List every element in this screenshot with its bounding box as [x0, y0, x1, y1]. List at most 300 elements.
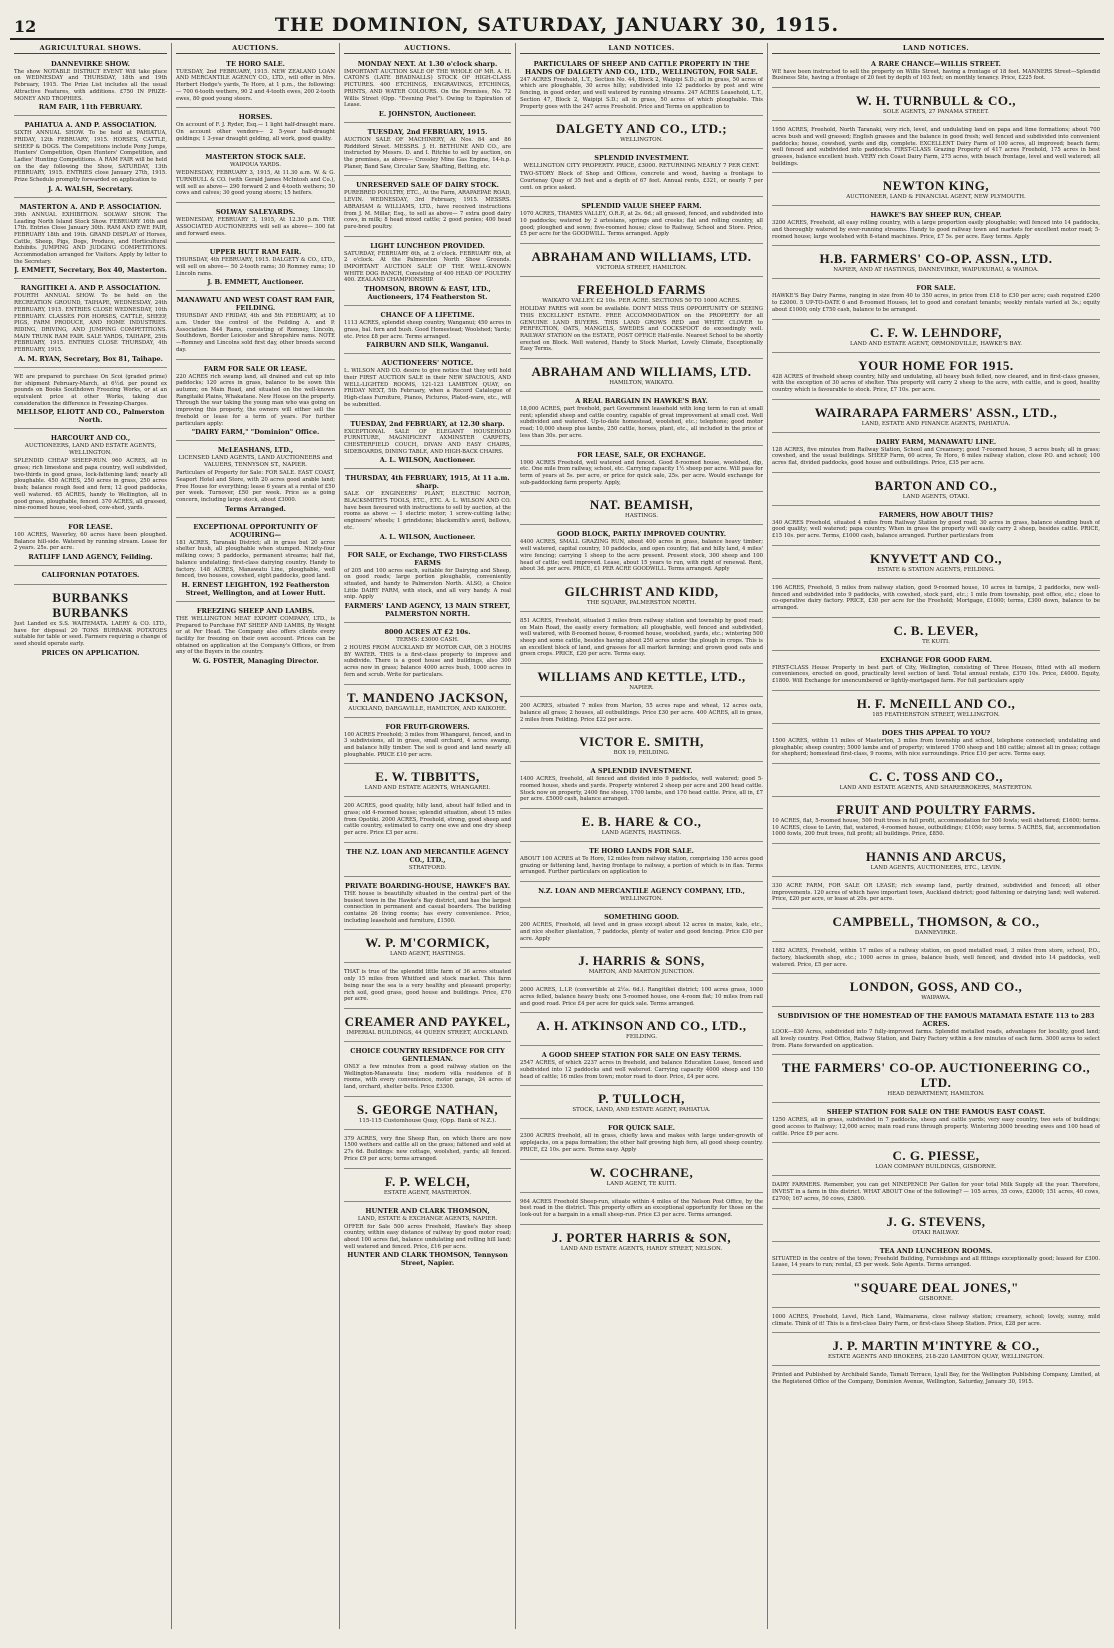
advertisement	[520, 910, 763, 948]
ad-heading: SOLWAY SALEYARDS.	[215, 208, 296, 217]
ad-body: 2000 ACRES, L.I.P. (convertible at 2½s. 6d.). Rangitikei district; 100 acres grass, 1000 acres felled, balance heavy bush; one 5-roomed house, one 4-room flat; 10 miles from rail and good road. Price £4 per acre for quick sale. Terms arranged.	[520, 987, 763, 1007]
advertisement	[520, 614, 763, 664]
ad-signature: HUNTER AND CLARK THOMSON, Tennyson Street, Napier.	[347, 1251, 508, 1268]
ad-heading: HUNTER AND CLARK THOMSON,	[365, 1206, 490, 1215]
ad-heading: AUCTIONEERS' NOTICE.	[381, 359, 474, 368]
ad-heading: THE N.Z. LOAN AND MERCANTILE AGENCY CO., LTD.,	[346, 847, 509, 864]
ad-subheading: LICENSED LAND AGENTS, LAND AUCTIONEERS and VALUERS, TENNYSON ST., NAPIER.	[178, 455, 333, 469]
ad-heading: THURSDAY, 4th FEBRUARY, 1915, At 11 a.m. sharp.	[345, 474, 510, 491]
ad-heading: PAHIATUA A. AND P. ASSOCIATION.	[24, 121, 157, 130]
advertisement	[344, 845, 511, 877]
ad-heading: NEWTON KING,	[882, 178, 990, 194]
column-header: AUCTIONS.	[344, 45, 511, 54]
advertisement	[14, 568, 167, 585]
ad-signature: FAIRBURN AND SILK, Wanganui.	[366, 341, 489, 350]
advertisement	[344, 687, 511, 718]
advertisement	[772, 976, 1100, 1007]
advertisement	[520, 811, 763, 842]
ad-subheading: TERMS: £3000 CASH.	[396, 637, 459, 644]
advertisement	[14, 118, 167, 198]
ad-heading: TE HORO SALE.	[226, 59, 285, 68]
ad-heading: FARM FOR SALE OR LEASE.	[203, 364, 308, 373]
advertisement	[772, 355, 1100, 400]
advertisement	[176, 150, 335, 203]
ad-heading: GILCHRIST AND KIDD,	[564, 583, 719, 599]
advertisement	[520, 199, 763, 244]
advertisement	[772, 1310, 1100, 1333]
advertisement	[520, 1088, 763, 1119]
ad-body: 1900 ACRES Freehold, well watered and fenced. Good 8-roomed house, woolshed, dip, etc. One mile from railway, school, etc. Carrying capacity 1½ sheep per acre. Will pass for term of years at 5s. per acre, or price for quick sale, 25s. per acre. Would exchange for sub-paddocking farm property. Apply,	[520, 459, 763, 486]
ad-body: THURSDAY AND FRIDAY, 4th and 5th FEBRUARY, at 10 a.m. Under the control of the Feilding A. and P. Association. 844 Rams, consisting of Romney, Lincoln, Southdown, Border Leicester and Shropshire rams. NOTE—Romney and Lincolns sold first day, other breeds second day.	[176, 313, 335, 353]
page-column-5	[768, 43, 1104, 1629]
ad-heading: FREEZING SHEEP AND LAMBS.	[196, 606, 315, 615]
advertisement	[344, 471, 511, 545]
advertisement	[772, 911, 1100, 942]
advertisement	[344, 799, 511, 843]
advertisement	[520, 151, 763, 197]
ad-body: DAIRY FARMERS. Remember, you can get NINEPENCE Per Gallon for your total Milk Supply all the year. Therefore, INVEST in a farm in this district. WHAT ABOUT One of the following? — 105 acres, 35 cows, £2000; 151 acres, 40 cows, £2700; 167 acres, 50 cows, £3800.	[772, 1182, 1100, 1202]
advertisement	[772, 208, 1100, 246]
ad-body: On account of F. J. Ryder, Esq.— 1 light half-draught mare. On account other vendors— 2 5-year half-draught geldings; 1 3-year draught gelding, all work, good quality.	[176, 122, 335, 142]
advertisement	[344, 356, 511, 414]
ad-signature: Terms Arranged.	[225, 504, 286, 513]
ad-body: 200 ACRES, situated 7 miles from Marton, 55 acres rape and wheat, 12 acres oats, balance all grass; 2 houses, all outbuildings. Price £30 per acre. 400 ACRES, all in grass, 2 miles from Feilding. Price £22 per acre.	[520, 703, 763, 723]
advertisement	[772, 508, 1100, 546]
ad-body: 200 ACRES, good quality, hilly land, about half felled and in grass; old 4-roomed house; splendid situation, about 15 miles from Opotiki. 2000 ACRES, Freehold, strong, good sheep and cattle country, estimated to carry one ewe and one dry sheep per acre. Price £3 per acre.	[344, 803, 511, 837]
ad-heading: TEA AND LUNCHEON ROOMS.	[879, 1246, 993, 1255]
ad-body: WE have been instructed to sell the property on Willis Street, having a frontage of 18 feet. MANNERS Street—Splendid Business Site, having a frontage of 20 feet by depth of 103 feet; on monthly tenancy. Price, £225 foot.	[772, 68, 1100, 82]
ad-heading: TE HORO LANDS FOR SALE.	[589, 847, 694, 856]
advertisement	[772, 248, 1100, 279]
advertisement	[772, 1057, 1100, 1103]
ad-heading: MASTERTON STOCK SALE.	[205, 153, 306, 162]
ad-signature: RATLIFF LAND AGENCY, Feilding.	[28, 553, 153, 562]
advertisement	[344, 1204, 511, 1272]
advertisement	[14, 281, 167, 367]
ad-heading: RANGITIKEI A. AND P. ASSOCIATION.	[20, 284, 161, 293]
advertisement	[772, 435, 1100, 473]
ad-heading: PARTICULARS OF SHEEP AND CATTLE PROPERTY IN THE HANDS OF DALGETY AND CO., LTD., WELLINGTON, FOR SALE.	[525, 59, 758, 76]
ad-body: 18,000 ACRES, part freehold, part Government leasehold with long term to run at small rent; splendid sheep and cattle country, capable of great improvement at small cost. Well subdivided and watered. Up-to-date homestead, woolshed, etc.; telephone; good motor road; 10,000 sheep plus lambs, 250 cattle, horses, plant, etc., all included in the price of less than 30s. per acre.	[520, 406, 763, 439]
ad-body: THE WELLINGTON MEAT EXPORT COMPANY, LTD., is Prepared to Purchase FAT SHEEP AND LAMBS, By Weight or at Per Head. The Company also offers clients every facility for freezing on their own account. Prices can be obtained on application at the Company's Offices, or from any of the Buyers in the country.	[176, 615, 335, 656]
newspaper-page	[10, 8, 1104, 1630]
ad-subheading: LAND AGENTS, AUCTIONEERS, ETC., LEVIN.	[870, 865, 1002, 872]
advertisement	[344, 57, 511, 123]
ad-subheading: SOLE AGENTS, 27 PANAMA STREET.	[883, 109, 989, 116]
ad-signature: J. A. WALSH, Secretary.	[48, 184, 133, 193]
ad-signature: W. G. FOSTER, Managing Director.	[192, 657, 319, 666]
ad-heading: E. W. TIBBITTS,	[375, 769, 480, 785]
ad-body: of 205 and 100 acres each, suitable for Dairying and Sheep, on good roads; large portion ploughable, conveniently situated, and handy to Palmerston North. ALSO, a Choice Little DAIRY FARM, with stock, and all very handy. A real snip. Apply	[344, 567, 511, 601]
advertisement	[520, 394, 763, 446]
ad-signature: MELLSOP, ELIOTT AND CO., Palmerston North.	[16, 408, 165, 425]
advertisement	[772, 548, 1100, 579]
advertisement	[772, 1277, 1100, 1308]
ad-subheading: BOX 19, FEILDING.	[613, 750, 670, 757]
ad-heading: TUESDAY, 2nd FEBRUARY, 1915.	[367, 127, 488, 136]
ad-heading: DOES THIS APPEAL TO YOU?	[881, 728, 991, 737]
ad-heading: BURBANKS BURBANKS	[52, 590, 129, 621]
advertisement	[176, 293, 335, 359]
ad-signature: "DAIRY FARM," "Dominion" Office.	[191, 428, 320, 437]
advertisement	[772, 123, 1100, 173]
ad-signature: RAM FAIR, 11th FEBRUARY.	[38, 103, 143, 112]
advertisement	[344, 625, 511, 685]
advertisement	[344, 1044, 511, 1097]
ad-body: OFFER for Sale 500 acres Freehold, Hawke's Bay sheep country, within easy distance of railway by good motor road; about 100 acres flat, balance undulating and rolling hill land; well watered and fenced. Price, £16 per acre.	[344, 1223, 511, 1250]
advertisement	[520, 1015, 763, 1046]
advertisement	[520, 246, 763, 277]
ad-heading: FREEHOLD FARMS	[577, 282, 706, 298]
ad-subheading: HEAD DEPARTMENT, HAMILTON.	[887, 1091, 985, 1098]
ad-body: EXCEPTIONAL SALE OF ELEGANT HOUSEHOLD FURNITURE, MAGNIFICENT AXMINSTER CARPETS, CHESTERFIELD COUCH, DIVAN AND EASY CHAIRS, SIDEBOARDS, DINING TABLE, AND HIGH-BACK CHAIRS.	[344, 428, 511, 455]
advertisement	[344, 239, 511, 307]
advertisement	[176, 57, 335, 109]
ad-subheading: MARTON, AND MARTON JUNCTION.	[588, 969, 695, 976]
ad-body: LOOK—830 Acres, subdivided into 7 fully-improved farms. Splendid metalled roads, advantages for locality, good land; all lovely country. Post Office, Railway Station, and Dairy Factory within a few minutes of each farm. 3000 acres to select from. Plans forwarded on application.	[772, 1029, 1100, 1049]
ad-body: 851 ACRES, Freehold, situated 3 miles from railway station and township by good road; on Main Road, the easily every formation; all ploughable, well fenced and subdivided, well watered, with 8-roomed house, 6-roomed house, woolshed, yards, etc.; wintering 500 sheep and some cattle, besides having about 250 acres under the plough in crops. This is an excellent block of land, and grasses for all market farming; and grown good oats and green crops. PRICE, £20 per acre. Terms easy.	[520, 617, 763, 658]
ad-heading: SPLENDID INVESTMENT.	[594, 154, 689, 163]
advertisement	[772, 1178, 1100, 1208]
ad-body: 39th ANNUAL EXHIBITION. SOLWAY SHOW. The Leading North Island Stock Show. FEBRUARY 16th and 17th. Entries Close January 30th. RAM AND EWE FAIR, FEBRUARY 18th and 19th. GRAND DISPLAY of Horses, Cattle, Sheep, Pigs, Dogs, Produce, and Horticultural Exhibits. JUMPING AND JUDGING COMPETITIONS. Accommodation arranged for Visitors. Apply by letter to the Secretary.	[14, 211, 167, 265]
ad-signature: FARMERS' LAND AGENCY, 13 MAIN STREET, PALMERSTON NORTH.	[344, 602, 511, 619]
ad-signature: PRICES ON APPLICATION.	[41, 648, 140, 657]
ad-subheading: LAND AGENTS, OTAKI.	[902, 493, 970, 500]
ad-body: SATURDAY, FEBRUARY 6th, at 2 o'clock. FEBRUARY 6th, at 2 o'clock. At the Palmerston North Show Grounds. IMPORTANT AUCTION SALE OF THE WELL-KNOWN WHITE DOG RANCH, Consisting of 400 HEAD OF POULTRY 400. ZEALAND CHAMPIONSHIP.	[344, 250, 511, 284]
ad-heading: HANNIS AND ARCUS,	[865, 849, 1007, 865]
ad-heading: LONDON, GOSS, AND CO.,	[849, 979, 1023, 995]
ad-heading: CREAMER AND PAYKEL,	[344, 1013, 511, 1029]
ad-heading: THE FARMERS' CO-OP. AUCTIONEERING CO., LTD.	[781, 1060, 1091, 1091]
advertisement	[520, 118, 763, 149]
advertisement	[772, 1211, 1100, 1242]
ad-subheading: AUCTIONEERS, LAND AND ESTATE AGENTS, WELLINGTON.	[24, 443, 157, 457]
ad-heading: "SQUARE DEAL JONES,"	[853, 1279, 1019, 1295]
ad-subheading: LAND AGENT, HASTINGS.	[389, 951, 466, 958]
ad-subheading: FEILDING.	[626, 1034, 657, 1041]
ad-signature: J. B. EMMETT, Auctioneer.	[207, 278, 304, 287]
ad-subheading: 185 FEATHERSTON STREET, WELLINGTON.	[872, 711, 1000, 718]
advertisement	[176, 110, 335, 148]
page-column-1	[10, 43, 172, 1629]
advertisement	[772, 1244, 1100, 1275]
ad-signature: J. EMMETT, Secretary, Box 40, Masterton.	[14, 266, 167, 275]
ad-heading: HARCOURT AND CO.,	[50, 434, 131, 443]
ad-heading: PRIVATE BOARDING-HOUSE, HAWKE'S BAY.	[345, 881, 510, 890]
advertisement	[344, 1011, 511, 1042]
ad-body: L. WILSON AND CO. desire to give notice that they will hold their FIRST AUCTION SALE in their NEW SPACIOUS, AND WELL-LIGHTED ROOMS, 121-123 LAMBTON QUAY, on FRIDAY NEXT, 5th February, when a Record Catalogue of High-class Furniture, Pianos, Pictures, Plated-ware, etc., will be submitted.	[344, 368, 511, 408]
ad-heading: FRUIT AND POULTRY FARMS.	[836, 801, 1036, 817]
ad-heading: ABRAHAM AND WILLIAMS, LTD.	[531, 249, 752, 265]
ad-heading: YOUR HOME FOR 1915.	[858, 357, 1014, 373]
page-column-2	[172, 43, 340, 1629]
advertisement	[520, 844, 763, 882]
ad-heading: NAT. BEAMISH,	[589, 497, 694, 513]
ad-heading: A GOOD SHEEP STATION FOR SALE ON EASY TERMS.	[541, 1051, 742, 1060]
ad-subheading: LAND AGENTS, HASTINGS.	[601, 830, 682, 837]
advertisement	[520, 983, 763, 1013]
ad-signature: A. L. WILSON, Auctioneer.	[379, 532, 476, 541]
ad-body: 196 ACRES, Freehold, 5 miles from railway station, good 9-roomed house, 10 acres in turnips, 2 paddocks, new well-fenced and subdivided into 9 paddocks, with cowshed, stock yard, etc.; 1 mile from township, post office, etc.; close to co-operative dairy factory. PRICE, £30 per acre for the Freehold; Mortgage, £1000; terms, £300 down, balance to be arranged.	[772, 584, 1100, 611]
ad-heading: KNYVETT AND CO.,	[869, 550, 1002, 566]
ad-signature: A. L. WILSON, Auctioneer.	[379, 456, 476, 465]
ad-body: 340 ACRES Freehold, situated 4 miles from Railway Station by good road; 30 acres in grass, balance standing bush of good quality; well watered; papa country. When in grass the property will easily carry 2 sheep, besides cattle. PRICE, £15 10s. per acre. Terms, £1000 cash, balance arranged. Further particulars from	[772, 519, 1100, 540]
advertisement	[772, 726, 1100, 764]
ad-body: THURSDAY, 4th FEBRUARY, 1915. DALGETY & CO., LTD., will sell on above— 50 2-tooth rams; 30 Romney rams; 10 Lincoln rams.	[176, 257, 335, 277]
advertisement	[772, 1145, 1100, 1176]
ad-subheading: STRATFORD.	[408, 864, 447, 871]
ad-body: SIXTH ANNUAL SHOW. To be held at PAHIATUA, FRIDAY, 12th FEBRUARY, 1915. HORSES, CATTLE, SHEEP & DOGS. The Competitions include Pony Jumps, Hunters' Competition, Open Hunters' Competition, and Ladies' Hunting Competitions. A RAM FAIR will be held on the day following the Show, SATURDAY, 13th FEBRUARY, 1915. ENTRIES close January 27th, 1915. Prize Schedule promptly forwarded on application to	[14, 130, 167, 184]
column-header: AGRICULTURAL SHOWS.	[14, 45, 167, 54]
ad-subheading: LAND AND ESTATE AGENTS, HARDY STREET, NELSON.	[560, 1245, 723, 1252]
ad-heading: DAIRY FARM, MANAWATU LINE.	[875, 437, 997, 446]
ad-body: THE house is beautifully situated in the central part of the busiest town in the Hawke's Bay district, and has the largest connection in permanent and casual boarders. The building contains 26 living rooms; has every convenience. Price, including leasehold and furniture, £1500.	[344, 890, 511, 924]
ad-subheading: TE KUITI.	[922, 638, 950, 645]
advertisement	[520, 527, 763, 579]
advertisement	[14, 431, 167, 518]
advertisement	[344, 720, 511, 765]
ad-heading: VICTOR E. SMITH,	[579, 734, 704, 750]
page-number: 12	[14, 17, 37, 36]
ad-body: 4400 ACRES, SMALL GRAZING RUN, about 400 acres in grass, balance heavy timber; well watered, capital country, 10 paddocks, and open country, flat and hilly land, 4 miles' wire fencing; carrying 1 sheep to the acre present. Present stock, 300 sheep and 100 head of cattle; well improved. Lease, about 15 years to run, with right of renewal. Rent, about 3d. per acre. PRICE, £1 PER ACRE GOODWILL. Terms arranged. Apply	[520, 539, 763, 573]
ad-subheading: WELLINGTON.	[620, 896, 663, 903]
ad-body: 379 ACRES, very fine Sheep Run, on which there are now 1500 wethers and cattle all on the grass; fattened and sold at 27s 6d. Buildings: new cottage, woolshed, yards; all fenced. Price £9 per acre; terms arranged.	[344, 1135, 511, 1162]
ad-subheading: WAIPOUA YARDS.	[230, 162, 281, 169]
ad-heading: TUESDAY, 2nd FEBRUARY, at 12.30 sharp.	[350, 419, 505, 428]
ad-body: 181 ACRES, Taranaki District; all in grass but 20 acres shelter bush, all ploughable when stumped. Ninety-four milking cows; 5 paddocks, permanent streams; half flat, balance undulating; first-class dairying country. Handy to factory. 148 ACRES, Manawatu Line, ploughable, well fenced, two houses, cowshed, eight paddocks, good land.	[176, 539, 335, 580]
advertisement	[14, 200, 167, 280]
ad-subheading: ESTATE AGENTS AND BROKERS, 218-220 LAMBTON QUAY, WELLINGTON.	[827, 1354, 1045, 1361]
advertisement	[520, 361, 763, 392]
ad-body: 964 ACRES Freehold Sheep-run, situate within 4 miles of the Nelson Post Office, by the best road in the district. This property offers an exceptional opportunity for those on the look-out for a bargain in a small sheep-run. Price £3 per acre. Terms arranged.	[520, 1198, 763, 1218]
advertisement	[772, 766, 1100, 797]
page-column-3	[340, 43, 516, 1629]
ad-body: 3200 ACRES, Freehold, all easy rolling country, with a large proportion easily ploughable; well fenced into 14 paddocks, and thoroughly watered by ever-running streams. Handy to good railway town and markets for excellent motor road; 5-roomed house; large woolshed with 8-stand machines. Price, £7 5s. per acre. Easy terms. Apply	[772, 220, 1100, 240]
ad-heading: CALIFORNIAN POTATOES.	[41, 571, 140, 580]
advertisement	[14, 520, 167, 566]
advertisement	[344, 1132, 511, 1169]
ad-body: WEDNESDAY, FEBRUARY 3, 1915, At 12.30 p.m. THE ASSOCIATED AUCTIONEERS will sell as above— 300 fat and forward ewes.	[176, 217, 335, 237]
advertisement	[772, 693, 1100, 724]
ad-heading: J. PORTER HARRIS & SON,	[551, 1229, 732, 1245]
advertisement	[772, 1009, 1100, 1055]
ad-body: 247 ACRES Freehold, L.T., Section No. 44, Block 2, Waipipi S.D.; all in grass, 50 acres of which are ploughable, 30 acres hilly; subdivided into 12 paddocks by post and wire fencing, in good order, and well watered by running streams. 247 ACRES Leasehold, L.T., Section 47, Block 2, Waipipi S.D.; all in grass, 50 acres of which ploughable. This Property goes with the 247 acres Freehold. Price and Terms on application to	[520, 76, 763, 110]
ad-signature: E. JOHNSTON, Auctioneer.	[378, 109, 477, 118]
ad-body: 2547 ACRES, of which 2237 acres in freehold, and balance Education Lease, fenced and subdivided into 12 paddocks and well watered. Carrying capacity 4000 sheep and 150 head of cattle; 16 miles from town; motor road to door. Price, £4 per acre.	[520, 1060, 763, 1080]
ad-body: 1250 ACRES, all in grass, subdivided in 7 paddocks, sheep and cattle yards; very easy country, two sets of buildings; good access to Railway; 12,000 acres; main road runs through property. Wintering 3000 breeding ewes and 100 head of cattle. Price £9 per acre.	[772, 1117, 1100, 1137]
ad-heading: A. H. ATKINSON AND CO., LTD.,	[536, 1018, 747, 1034]
ad-heading: UNRESERVED SALE OF DAIRY STOCK.	[356, 181, 499, 190]
column-header: LAND NOTICES.	[772, 45, 1100, 54]
advertisement	[520, 884, 763, 908]
ad-subheading: THE SQUARE, PALMERSTON NORTH.	[586, 599, 697, 606]
advertisement	[520, 1121, 763, 1159]
advertisement	[520, 448, 763, 493]
ad-heading: T. MANDENO JACKSON,	[347, 689, 508, 705]
ad-body: FOURTH ANNUAL SHOW. To be held on the RECREATION GROUND, TAIHAPE, WEDNESDAY, 24th FEBRUARY, 1915. ENTRIES CLOSE WEDNESDAY, 10th FEBRUARY. CLASSES FOR HORSES, CATTLE, SHEEP, PIGS, FARM PRODUCE, AND HOME INDUSTRIES. RIDING, DRIVING, AND JUMPING COMPETITIONS. MAIN TRUNK RAM FAIR. SALE YARDS, TAIHAPE, 25th FEBRUARY, 1915. ENTRIES CLOSE THURSDAY, 4th FEBRUARY, 1915.	[14, 293, 167, 354]
advertisement	[772, 879, 1100, 909]
advertisement	[344, 178, 511, 236]
ad-body: 1000 ACRES, Freehold, Level, Rich Land, Waimarama, close railway station; creamery, school; lovely, sunny, mild climate. Think of it! This is a first-class Dairy Farm, or first-class Sheep Station. Price, £28 per acre.	[772, 1313, 1100, 1327]
ad-heading: BARTON AND CO.,	[874, 477, 998, 493]
ad-heading: HAWKE'S BAY SHEEP RUN, CHEAP.	[870, 211, 1002, 220]
ad-body: Printed and Published by Archibald Sando, Tamati Terrace, Lyall Bay, for the Wellington Publishing Company, Limited, at the Registered Office of the Company, Dominion Avenue, Wellington, Saturday, January 30, 1915.	[772, 1372, 1100, 1386]
ad-heading: FOR SALE.	[916, 284, 956, 293]
ad-body: 100 ACRES, Waverley, 60 acres have been ploughed. Balance hill-side. Watered by running stream. Lease for 2 years. 25s. per acre.	[14, 531, 167, 552]
advertisement	[14, 587, 167, 661]
advertisement	[772, 57, 1100, 88]
ad-body: SITUATED in the centre of the town; Freehold Building, Furnishings and all fittings exceptionally good; leased for £300. Lease, 14 years to run; rental, £5 per week. Sole Agents. Terms arranged.	[772, 1255, 1100, 1269]
newspaper-title: THE DOMINION, SATURDAY, JANUARY 30, 1915.	[274, 14, 840, 36]
advertisement	[344, 1171, 511, 1202]
ad-body: 330 ACRE FARM, FOR SALE OR LEASE; rich swamp land, partly drained, subdivided and fenced; all other improvements. 120 acres of which have important town, Auckland district; good fattening or dairying land; well watered. Price, £20 per acre, or lease at 20s. per acre.	[772, 883, 1100, 903]
ad-body: 10 ACRES, flat, 5-roomed house, 500 fruit trees in full profit, accommodation for 500 fowls; well sheltered; £1600; terms. 10 ACRES, close to Levin, flat, watered, 4-roomed house, outbuildings; £1050; easy terms. 5 ACRES, flat, accommodation 1000 fowls, 200 fruit trees, full profit; all buildings. Price, £850.	[772, 817, 1100, 838]
advertisement	[344, 932, 511, 963]
ad-heading: SUBDIVISION OF THE HOMESTEAD OF THE FAMOUS MATAMATA ESTATE 113 to 283 ACRES.	[777, 1012, 1095, 1029]
advertisement	[344, 417, 511, 470]
ad-heading: C. G. PIESSE,	[892, 1148, 980, 1164]
ad-signature: A. M. RYAN, Secretary, Box 81, Taihape.	[18, 354, 163, 363]
advertisement	[772, 653, 1100, 691]
advertisement	[772, 175, 1100, 206]
ad-heading: FOR QUICK SALE.	[608, 1124, 675, 1133]
advertisement	[772, 281, 1100, 319]
advertisement	[520, 1195, 763, 1225]
ad-subheading: IMPERIAL BUILDINGS, 44 QUEEN STREET, AUCKLAND.	[346, 1029, 509, 1036]
ad-heading: HORSES.	[238, 113, 273, 122]
ad-heading: GOOD BLOCK, PARTLY IMPROVED COUNTRY.	[556, 530, 726, 539]
ad-heading: P. TULLOCH,	[598, 1091, 685, 1107]
ad-body: TUESDAY, 2nd FEBRUARY, 1915. NEW ZEALAND LOAN AND MERCANTILE AGENCY CO., LTD., will offer in Mrs. Herbert Hodge's yards, Te Horo, at 1 p.m., the following:— 700 6-tooth wethers, 90 2 and 4-tooth ewes, 200 2-tooth ewes, 80 good young steers.	[176, 68, 335, 102]
ad-subheading: ESTATE & STATION AGENTS, FEILDING.	[877, 566, 995, 573]
ad-subheading: WAIKATO VALLEY. £2 10s. PER ACRE. SECTIONS 50 TO 1000 ACRES.	[542, 298, 741, 305]
masthead	[10, 8, 1104, 40]
ad-heading: A SPLENDID INVESTMENT.	[590, 767, 693, 776]
ad-subheading: VICTORIA STREET, HAMILTON.	[596, 265, 687, 272]
advertisement	[520, 494, 763, 525]
ad-heading: CHOICE COUNTRY RESIDENCE FOR CITY GENTLEMAN.	[350, 1046, 505, 1063]
ad-heading: MANAWATU AND WEST COAST RAM FAIR, FEILDING.	[176, 296, 335, 313]
ad-body: HOLIDAY FARES will soon be available. DON'T MISS THIS OPPORTUNITY OF SEEING THIS EXCELLENT ESTATE. FREE ACCOMMODATION on the PROPERTY for all GENUINE LAND BUYERS. THIS LAND GROWS RED and WHITE CLOVER to PERFECTION, OATS, MANGELS, SWEDES and COCKSFOOT do exceedingly well. RAILWAY STATION on the ESTATE, POST OFFICE Half-mile. Nearest School to be shortly erected on Block. Well watered, Handy to Stock Market, Lovely Climate, Exceptionally Easy Terms.	[520, 306, 763, 353]
ad-heading: DANNEVIRKE SHOW.	[51, 59, 130, 68]
ad-heading: FOR LEASE.	[68, 522, 113, 531]
advertisement	[520, 1227, 763, 1257]
advertisement	[520, 1162, 763, 1193]
ad-heading: H.B. FARMERS' CO-OP. ASSN., LTD.	[819, 251, 1053, 267]
ad-body: THAT is true of the splendid little farm of 36 acres situated only 15 miles from Whitford and stock market. This farm being near the sea is a very healthy and pleasant property; rich soil, good grass, good house and buildings. Price, £70 per acre.	[344, 969, 511, 1003]
ad-body: The show NOTABLE DISTRICT EVENT Will take place on WEDNESDAY and THURSDAY, 18th and 19th February, 1915. The Prize List includes all the usual Attractive Features, with additions. £750 IN PRIZE-MONEY AND TROPHIES.	[14, 68, 167, 102]
ad-heading: W. P. M'CORMICK,	[365, 935, 490, 951]
ad-body: 1400 ACRES, freehold, all fenced and divided into 9 paddocks, well watered; good 5-roomed house, sheds and yards. Property wintered 2 sheep per acre and 200 head cattle. Stock now on property, 2400 fine sheep, 1700 lambs, and 170 head cattle. Price, all in, £7 per acre. £5000 cash, balance arranged.	[520, 776, 763, 803]
advertisement	[772, 1335, 1100, 1366]
advertisement	[520, 1048, 763, 1086]
ad-body: 128 ACRES, five minutes from Railway Station, School and Creamery; good 7-roomed house, 5 acres bush; all in grass; cowshed, and the usual buildings. SHEEP Farm, 60 acres, Te Horo, 6 miles railway station, close P.O. and school; 100 acres flat, divided paddocks, good house and outbuildings. Price, £35 per acre.	[772, 446, 1100, 467]
advertisement	[520, 581, 763, 612]
ad-subheading: LOAN COMPANY BUILDINGS, GISBORNE.	[875, 1164, 997, 1171]
page-column-4	[516, 43, 768, 1629]
ad-body: PUREBRED POULTRY, ETC., At the Farm, ARAPAEPAE ROAD, LEVIN. WEDNESDAY, 3rd February, 1915. MESSRS. ABRAHAM & WILLIAMS, LTD., have received instructions from J. M. Millar, Esq., to sell as above— 7 extra good dairy cows, in milk; 8 head mixed cattle; 2 good ponies; 400 head pure-bred poultry.	[344, 190, 511, 230]
advertisement	[520, 731, 763, 762]
ad-body: AUCTION SALE OF MACHINERY, At Nos. 84 and 86 Riddiford Street. MESSRS. J. H. BETHUNE AND CO., are instructed by Messrs. D. and I. Ritchie to sell by auction, on the premises, as above— Crossley Mine Gas Engine, 14-h.p. Planer, Band Saw, Circular Saw, Shafting, Belting, etc.	[344, 136, 511, 170]
ad-body: FIRST-CLASS House Property in best part of City, Wellington, consisting of Three Houses, fitted with all modern conveniences, erected on good, practically level section of land. Total annual rentals, £370 10s. Price, £4000. Equity, £1800. Will Exchange for unencumbered or lightly-mortgaged farm. For full particulars apply	[772, 664, 1100, 685]
ad-subheading: LAND, ESTATE & EXCHANGE AGENTS, NAPIER.	[357, 1215, 498, 1222]
ad-heading: UPPER HUTT RAM FAIR.	[209, 248, 302, 257]
ad-body: 220 ACRES rich swamp land, all drained and cut up into paddocks; 120 acres in grass, balance to be sown this autumn; on Main Road, and situated on the well-known Rangitaiki Plains, Whakatane. New House on the property. Through the war taking the young man who was going on improving this property, the owners will either sell the freehold or lease for a term of years. For further particulars apply:	[176, 373, 335, 427]
advertisement	[772, 944, 1100, 974]
advertisement	[176, 245, 335, 291]
ad-heading: F. P. WELCH,	[384, 1173, 471, 1189]
ad-heading: A RARE CHANCE—WILLIS STREET.	[871, 59, 1001, 68]
ad-heading: H. F. McNEILL AND CO.,	[856, 695, 1016, 711]
ad-heading: McLEASHANS, LTD.,	[217, 446, 294, 455]
ad-subheading: LAND AND ESTATE AGENT, ORMONDVILLE, HAWKE'S BAY.	[849, 340, 1023, 347]
ad-subheading: NAPIER, AND AT HASTINGS, DANNEVIRKE, WAIPUKURAU, & WAIROA.	[833, 267, 1039, 274]
ad-signature: H. ERNEST LEIGHTON, 192 Featherston Street, Wellington, and at Lower Hutt.	[181, 580, 330, 597]
ad-subheading: LAND AND ESTATE AGENTS, AND SHAREBROKERS, MASTERTON.	[839, 784, 1033, 791]
ad-heading: C. F. W. LEHNDORF,	[870, 324, 1002, 340]
advertisement	[176, 205, 335, 243]
ad-subheading: NAPIER.	[629, 685, 654, 692]
ad-subheading: AUCTIONEER, LAND & FINANCIAL AGENT, NEW PLYMOUTH.	[846, 194, 1026, 201]
advertisement	[344, 1099, 511, 1130]
ad-heading: WILLIAMS AND KETTLE, LTD.,	[537, 669, 746, 685]
ad-heading: SOMETHING GOOD.	[604, 913, 679, 922]
advertisement	[176, 520, 335, 602]
advertisement	[520, 666, 763, 697]
ad-body: SALE OF ENGINEERS' PLANT, ELECTRIC MOTOR, BLACKSMITH'S TOOLS, ETC., ETC. A. L. WILSON AND CO. have been favoured with instructions to sell by auction, at the rooms as above — 1 electric motor; 1 screw-cutting lathe; engineers' wheels; 1 grindstone; blacksmith's anvil, bellows, etc.	[344, 491, 511, 531]
ad-subheading: AUCKLAND, DARGAVILLE, HAMILTON, AND KAIKOHE.	[348, 705, 507, 712]
advertisement	[772, 1368, 1100, 1390]
ad-heading: A REAL BARGAIN IN HAWKE'S BAY.	[575, 397, 708, 406]
ad-subheading: 115-115 Customhouse Quay, (Opp. Bank of N.Z.).	[358, 1117, 497, 1124]
column-header: LAND NOTICES.	[520, 45, 763, 54]
ad-body: IMPORTANT AUCTION SALE OF THE WHOLE OF MR. A. H. CATON'S (LATE BRADNALLS) STOCK OF HIGH-CLASS PICTURES. 400 ETCHINGS, ENGRAVINGS, ETCHINGS, PRINTS, AND WATER COLOURS. On the Premises, No. 72 Willis Street (Opp. "Evening Post"). Owing to Expiration of Lease.	[344, 68, 511, 109]
advertisement	[772, 322, 1100, 353]
ad-signature: THOMSON, BROWN & EAST, LTD., Auctioneers, 174 Featherston St.	[364, 285, 491, 302]
ad-subheading: OTAKI RAILWAY.	[912, 1229, 960, 1236]
ad-heading: FOR LEASE, SALE, OR EXCHANGE.	[577, 450, 706, 459]
ad-heading: C. C. TOSS AND CO.,	[869, 768, 1003, 784]
ad-heading: FOR SALE, or Exchange, TWO FIRST-CLASS FARMS	[347, 550, 508, 567]
advertisement	[772, 846, 1100, 877]
ad-heading: J. G. STEVENS,	[886, 1213, 986, 1229]
ad-heading: E. B. HARE & CO.,	[581, 814, 702, 830]
advertisement	[772, 799, 1100, 844]
ad-subheading: LAND AND ESTATE AGENTS, WHANGAREI.	[364, 785, 491, 792]
ad-heading: ABRAHAM AND WILLIAMS, LTD.	[531, 364, 752, 380]
ad-subheading: DANNEVIRKE.	[914, 930, 958, 937]
advertisement	[14, 370, 167, 430]
ad-body: Just Landed ex S.S. WAITEMATA. LAERY & CO. LTD., have for disposal 20 TONS BURBANK POTATOES suitable for table or seed. Farmers requiring a change of seed should operate early.	[14, 621, 167, 648]
advertisement	[772, 581, 1100, 618]
column-header: AUCTIONS.	[176, 45, 335, 54]
ad-body: 1500 ACRES, within 11 miles of Masterton, 3 miles from township and school, telephone connected; undulating and ploughable; sheep country; 5000 lambs and of property; wintered 1700 sheep and 180 cattle; almost all in grass; cottage for shepherd; homestead first-class, 9 rooms, with nice surroundings. Price £10 per acre. Terms easy.	[772, 737, 1100, 758]
ad-subheading: WELLINGTON.	[620, 137, 663, 144]
advertisement	[344, 548, 511, 624]
ad-heading: WAIRARAPA FARMERS' ASSN., LTD.,	[814, 404, 1058, 420]
advertisement	[520, 279, 763, 359]
ad-heading: CAMPBELL, THOMSON, & CO.,	[832, 914, 1040, 930]
ad-heading: C. B. LEVER,	[893, 622, 979, 638]
advertisement	[344, 125, 511, 177]
ad-heading: 8000 ACRES AT £2 10s.	[384, 628, 471, 637]
ad-heading: MONDAY NEXT. At 1.30 o'clock sharp.	[357, 59, 498, 68]
ad-heading: W. H. TURNBULL & CO.,	[855, 93, 1017, 109]
ad-body: 428 ACRES of freehold sheep country, hilly and undulating, all heavy bush felled, now cleared, and in first-class grasses, with the exception of 30 acres of shelter. This property will carry 2 sheep to the acre, with cattle, and is good, healthy country which is favourable to stock. Price, £7 10s. per acre.	[772, 373, 1100, 393]
ad-subheading: GISBORNE.	[919, 1295, 953, 1302]
ad-body: HAWKE'S Bay Dairy Farms, ranging in size from 40 to 350 acres, in price from £18 to £30 per acre; cash required £200 to £2000. 5 UP-TO-DATE 6 and 8-roomed Houses, let to good and constant tenants; weekly rentals varied at 3s.; equity about £1000; only £750 cash, balance to be arranged.	[772, 293, 1100, 313]
ad-heading: J. HARRIS & SONS,	[578, 953, 705, 969]
